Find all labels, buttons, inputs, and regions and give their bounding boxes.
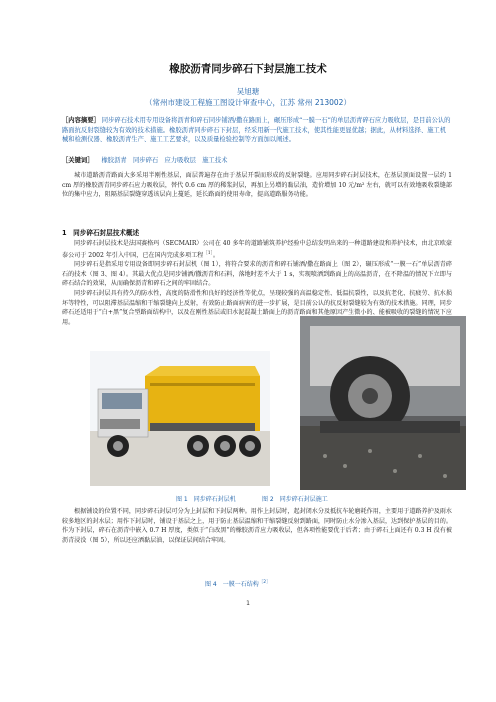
section-1-paragraph-3: 同步碎石封层具有持久的防水性，高度的防滑性和良好的经济性等优点，呈现较强的高温稳定性、低温抗裂性，以及抗老化、抗疲劳、抗水损坏等特性，可以阻滞基层温缩和干缩裂缝向上反射，有效防止路面病害的进一步扩展，是目前公认的抗反射裂缝较为有效的技术措施。同理，同步碎石还适用于“白+黑”复合型路面结构中，以及在刚性基层或旧水泥混凝土路面上的沥青路面和其他原因产生微小的、能被吸收的裂缝的情况下应用。	[62, 290, 452, 326]
figure-2-caption: 图 2 同步碎石封层施工	[262, 496, 328, 503]
section-1-text	[62, 239, 452, 327]
construction-photo-illustration	[300, 316, 466, 490]
abstract	[62, 116, 452, 145]
keywords-text: 橡胶沥青 同步碎石 应力吸收层 施工技术	[101, 157, 228, 164]
keywords-label: ［关键词］	[62, 157, 94, 164]
intro-block	[62, 171, 452, 200]
section-1-paragraph-4: 根据铺设的位置不同，同步碎石封层可分为上封层和下封层两种。用作上封层时，起封闭水分及抵抗车轮磨耗作用，主要用于道路养护及雨水较多地区的封水层；用作下封层时，铺设于基层之上，用于防止基层温缩和干缩裂缝反射到路面，同时防止水分渗入基层，达到保护基层的目的。作为下封层，碎石在沥青中嵌入 0.7 H 厚度，类似于“白改黑”的橡胶沥青应力吸收层，但各项性能要优于后者；由于碎石上面还有 0.3 H 没有被沥青浸没（图 5），所以还应洒黏层油，以保证层间结合牢固。	[62, 508, 452, 544]
abstract-text: 同步碎石技术用专用设备将沥青和碎石同步铺洒/撒在路面上，碾压形成“一膜一石”的单层沥青碎石应力吸收层，是目前公认的路面抗反射裂缝较为有效的技术措施。橡胶沥青同步碎石下封层，经采用新一代施工技术，使其性能更显优越；据此，从材料选择、施工机械和检测仪器、橡胶沥青生产、施工工艺要求，以及质量检验控制等方面加以阐述。	[62, 117, 451, 144]
page-number: 1	[246, 600, 250, 607]
section-1-heading: 1 同步碎石封层技术概述	[62, 229, 140, 237]
keywords	[62, 155, 452, 164]
figure-2-image	[300, 316, 466, 490]
paper-affiliation: （常州市建设工程施工图设计审查中心，江苏 常州 213002）	[145, 98, 351, 107]
section-1-paragraph-1: 同步碎石封层技术是法国赛格玛（SECMAIR）公司在 40 多年的道路铺筑养护经验中总结发明出来的一种道路建设和养护技术，由北京欧豪泰公司于 2002 年引入中国，已在国内完成多项工程$^{[1]}$。	[62, 240, 452, 259]
paper-title: 橡胶沥青同步碎石下封层施工技术	[169, 63, 327, 75]
intro-paragraph: 城市道路沥青路面大多采用半刚性基层，面层普遍存在由于基层开裂而形成的反射裂缝。应用同步碎石封层技术，在基层顶面设置一层约 1 cm 厚的橡胶沥青同步碎石应力吸收层，替代 0.6 cm 厚的稀浆封层，再加上另增的黏层油，造价增加 10 元/m² 左右，就可以有效地吸收裂缝部位的集中应力，阻隔基层裂缝穿透该层向上蔓延，延长路面的使用寿命，提高道路服务功能。	[62, 172, 452, 199]
figure-4-caption: 图 4 一膜一石结构$^{[2]}$	[205, 580, 271, 588]
paper-author: 吴旭瑭	[236, 87, 260, 96]
section-1-continued	[62, 507, 452, 545]
reference-1[interactable]: ［1］	[203, 250, 213, 256]
reference-2[interactable]: ［2］	[258, 580, 271, 585]
figure-1-image	[90, 351, 270, 486]
abstract-label: ［内容摘要］	[62, 117, 100, 124]
chip-spreader-truck-illustration	[90, 351, 270, 486]
section-1-paragraph-2: 同步碎石是指采用专用设备即同步碎石封层机（图 1），将符合要求的沥青和碎石铺洒/撒在路面上（图 2），碾压形成“一膜一石”单层沥青碎石的技术（图 3、图 4）。其最大优点是同步铺洒/撒沥青和石料，落地时差不大于 1 s，实现喷洒到路面上的高温沥青，在不降温的情况下立即与碎石结合的效果，从而确保沥青和碎石之间的牢固结合。	[62, 261, 452, 288]
figure-1-caption: 图 1 同步碎石封层机	[176, 496, 236, 503]
